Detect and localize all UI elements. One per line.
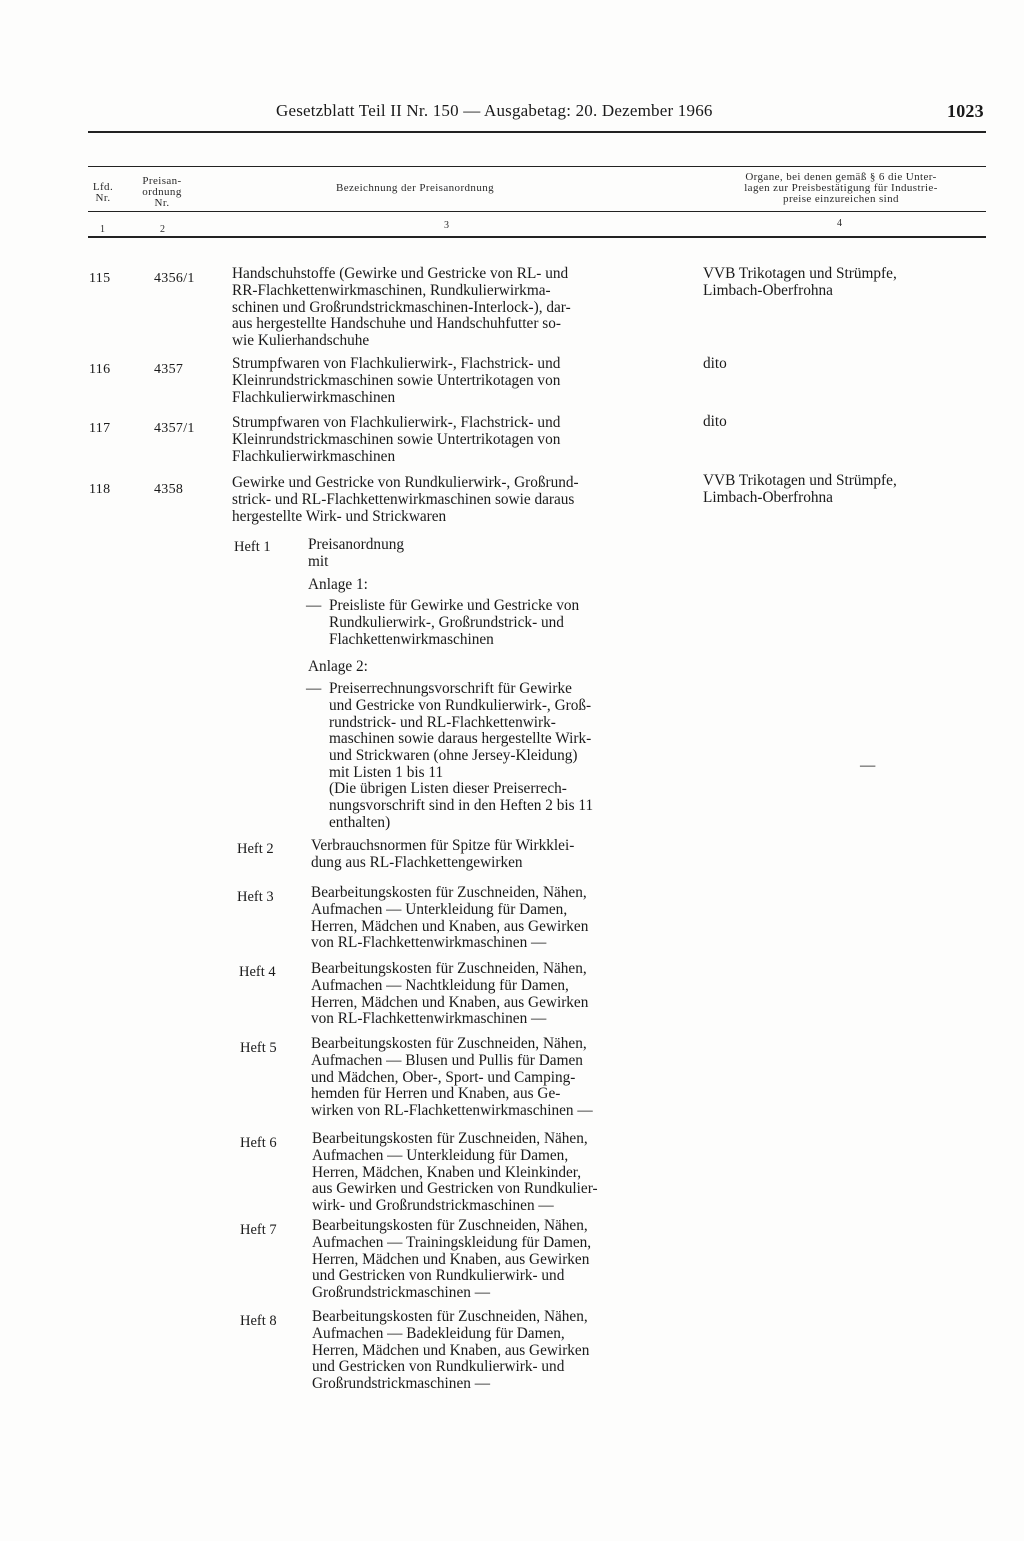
anlage2-text: — Preiserrechnungsvorschrift für Gewirke und Gestricke von Rundkulierwirk-, Groß- rundstrick- und RL-Flachkettenwirk- maschinen sowie daraus hergestellte Wirk- und Strickwaren (ohne Jersey-Kleidung) mit Listen 1 bis 11	[306, 680, 592, 781]
anlage1-text: — Preisliste für Gewirke und Gestricke von Rundkulierwirk-, Großrundstrick- und Flachkettenwirkmaschinen	[306, 597, 580, 648]
heft-label: Heft 5	[240, 1040, 277, 1056]
row-description: Gewirke und Gestricke von Rundkulierwirk-, Großrund- strick- und RL-Flachkettenwirkmaschinen sowie daraus hergestellte Wirk- und Strickwaren	[232, 474, 579, 525]
row-pao-nr: 4357/1	[154, 421, 195, 436]
heft-description: Bearbeitungskosten für Zuschneiden, Nähen, Aufmachen — Unterkleidung für Damen, Herren, Mädchen, Knaben und Kleinkinder, aus Gewirken und Gestricken von Rundkulier- wirk- und Großrundstrickmaschinen —	[312, 1130, 598, 1215]
dash-bullet: —	[306, 597, 322, 614]
row-description: Strumpfwaren von Flachkulierwirk-, Flachstrick- und Kleinrundstrickmaschinen sowie Untertrikotagen von Flachkulierwirkmaschinen	[232, 355, 561, 406]
row-nr: 115	[89, 271, 111, 286]
organ-dash: —	[860, 757, 876, 774]
anlage2-label: Anlage 2:	[308, 658, 368, 675]
col-number-2: 2	[160, 224, 165, 235]
row-pao-nr: 4358	[154, 482, 184, 497]
col-header-bezeichnung: Bezeichnung der Preisanordnung	[336, 182, 495, 194]
row-pao-nr: 4357	[154, 362, 184, 377]
col-number-3: 3	[444, 220, 449, 231]
heft-description: Bearbeitungskosten für Zuschneiden, Nähen, Aufmachen — Trainingskleidung für Damen, Herren, Mädchen und Knaben, aus Gewirken und Gestricken von Rundkulierwirk- und Großrundstrickmaschinen —	[312, 1217, 592, 1302]
header-rule	[88, 131, 986, 133]
dash-bullet: —	[306, 680, 322, 697]
row-nr: 116	[89, 362, 111, 377]
table-top-rule	[88, 166, 986, 167]
heft1-title: Preisanordnung mit	[308, 536, 405, 570]
heft-description: Verbrauchsnormen für Spitze für Wirkklei- dung aus RL-Flachkettengewirken	[311, 837, 575, 871]
heft-label: Heft 6	[240, 1135, 277, 1151]
col-number-4: 4	[837, 218, 842, 229]
row-description: Strumpfwaren von Flachkulierwirk-, Flachstrick- und Kleinrundstrickmaschinen sowie Untertrikotagen von Flachkulierwirkmaschinen	[232, 414, 561, 465]
anlage1-label: Anlage 1:	[308, 576, 368, 593]
anlage2-note: (Die übrigen Listen dieser Preiserrech- nungsvorschrift sind in den Heften 2 bis 11 enthalten)	[329, 780, 594, 831]
heft-label: Heft 3	[237, 889, 274, 905]
row-nr: 117	[89, 421, 111, 436]
heft-label: Heft 7	[240, 1222, 277, 1238]
table-header-rule	[88, 211, 986, 212]
heft-description: Bearbeitungskosten für Zuschneiden, Nähen, Aufmachen — Nachtkleidung für Damen, Herren, Mädchen und Knaben, aus Gewirken von RL-Flachkettenwirkmaschinen —	[311, 960, 589, 1028]
page-header-title: Gesetzblatt Teil II Nr. 150 — Ausgabetag: 20. Dezember 1966	[276, 101, 713, 120]
row-pao-nr: 4356/1	[154, 271, 195, 286]
col-header-lfd-nr: Lfd. Nr.	[92, 181, 114, 204]
col-header-preisanordnung-nr: Preisan- ordnung Nr.	[142, 175, 182, 209]
heft-label: Heft 4	[239, 964, 276, 980]
heft-label: Heft 1	[234, 539, 271, 555]
heft-description: Bearbeitungskosten für Zuschneiden, Nähen, Aufmachen — Unterkleidung für Damen, Herren, Mädchen und Knaben, aus Gewirken von RL-Flachkettenwirkmaschinen —	[311, 884, 589, 952]
heft-description: Bearbeitungskosten für Zuschneiden, Nähen, Aufmachen — Badekleidung für Damen, Herren, Mädchen und Knaben, aus Gewirken und Gestricken von Rundkulierwirk- und Großrundstrickmaschinen —	[312, 1308, 590, 1393]
heft-description: Bearbeitungskosten für Zuschneiden, Nähen, Aufmachen — Blusen und Pullis für Damen und Mädchen, Ober-, Sport- und Camping- hemden für Herren und Knaben, aus Ge- wirken von RL-Flachkettenwirkmaschinen —	[311, 1035, 593, 1120]
row-nr: 118	[89, 482, 111, 497]
col-header-organe: Organe, bei denen gemäß § 6 die Unter- lagen zur Preisbestätigung für Industrie- preise einzureichen sind	[744, 171, 938, 205]
page-number: 1023	[947, 101, 984, 121]
row-organ: VVB Trikotagen und Strümpfe, Limbach-Oberfrohna	[703, 265, 897, 299]
row-organ: VVB Trikotagen und Strümpfe, Limbach-Oberfrohna	[703, 472, 897, 506]
row-organ: dito	[703, 413, 727, 430]
row-description: Handschuhstoffe (Gewirke und Gestricke von RL- und RR-Flachkettenwirkmaschinen, Rundkulierwirkma- schinen und Großrundstrickmaschinen-Interlock-), dar- aus hergestellte Handschuhe und Handschuhfutter so- wie Kulierhandschuhe	[232, 265, 571, 350]
row-organ: dito	[703, 355, 727, 372]
heft-label: Heft 2	[237, 841, 274, 857]
heft-label: Heft 8	[240, 1313, 277, 1329]
col-number-1: 1	[100, 224, 105, 235]
table-subheader-rule	[88, 236, 986, 238]
